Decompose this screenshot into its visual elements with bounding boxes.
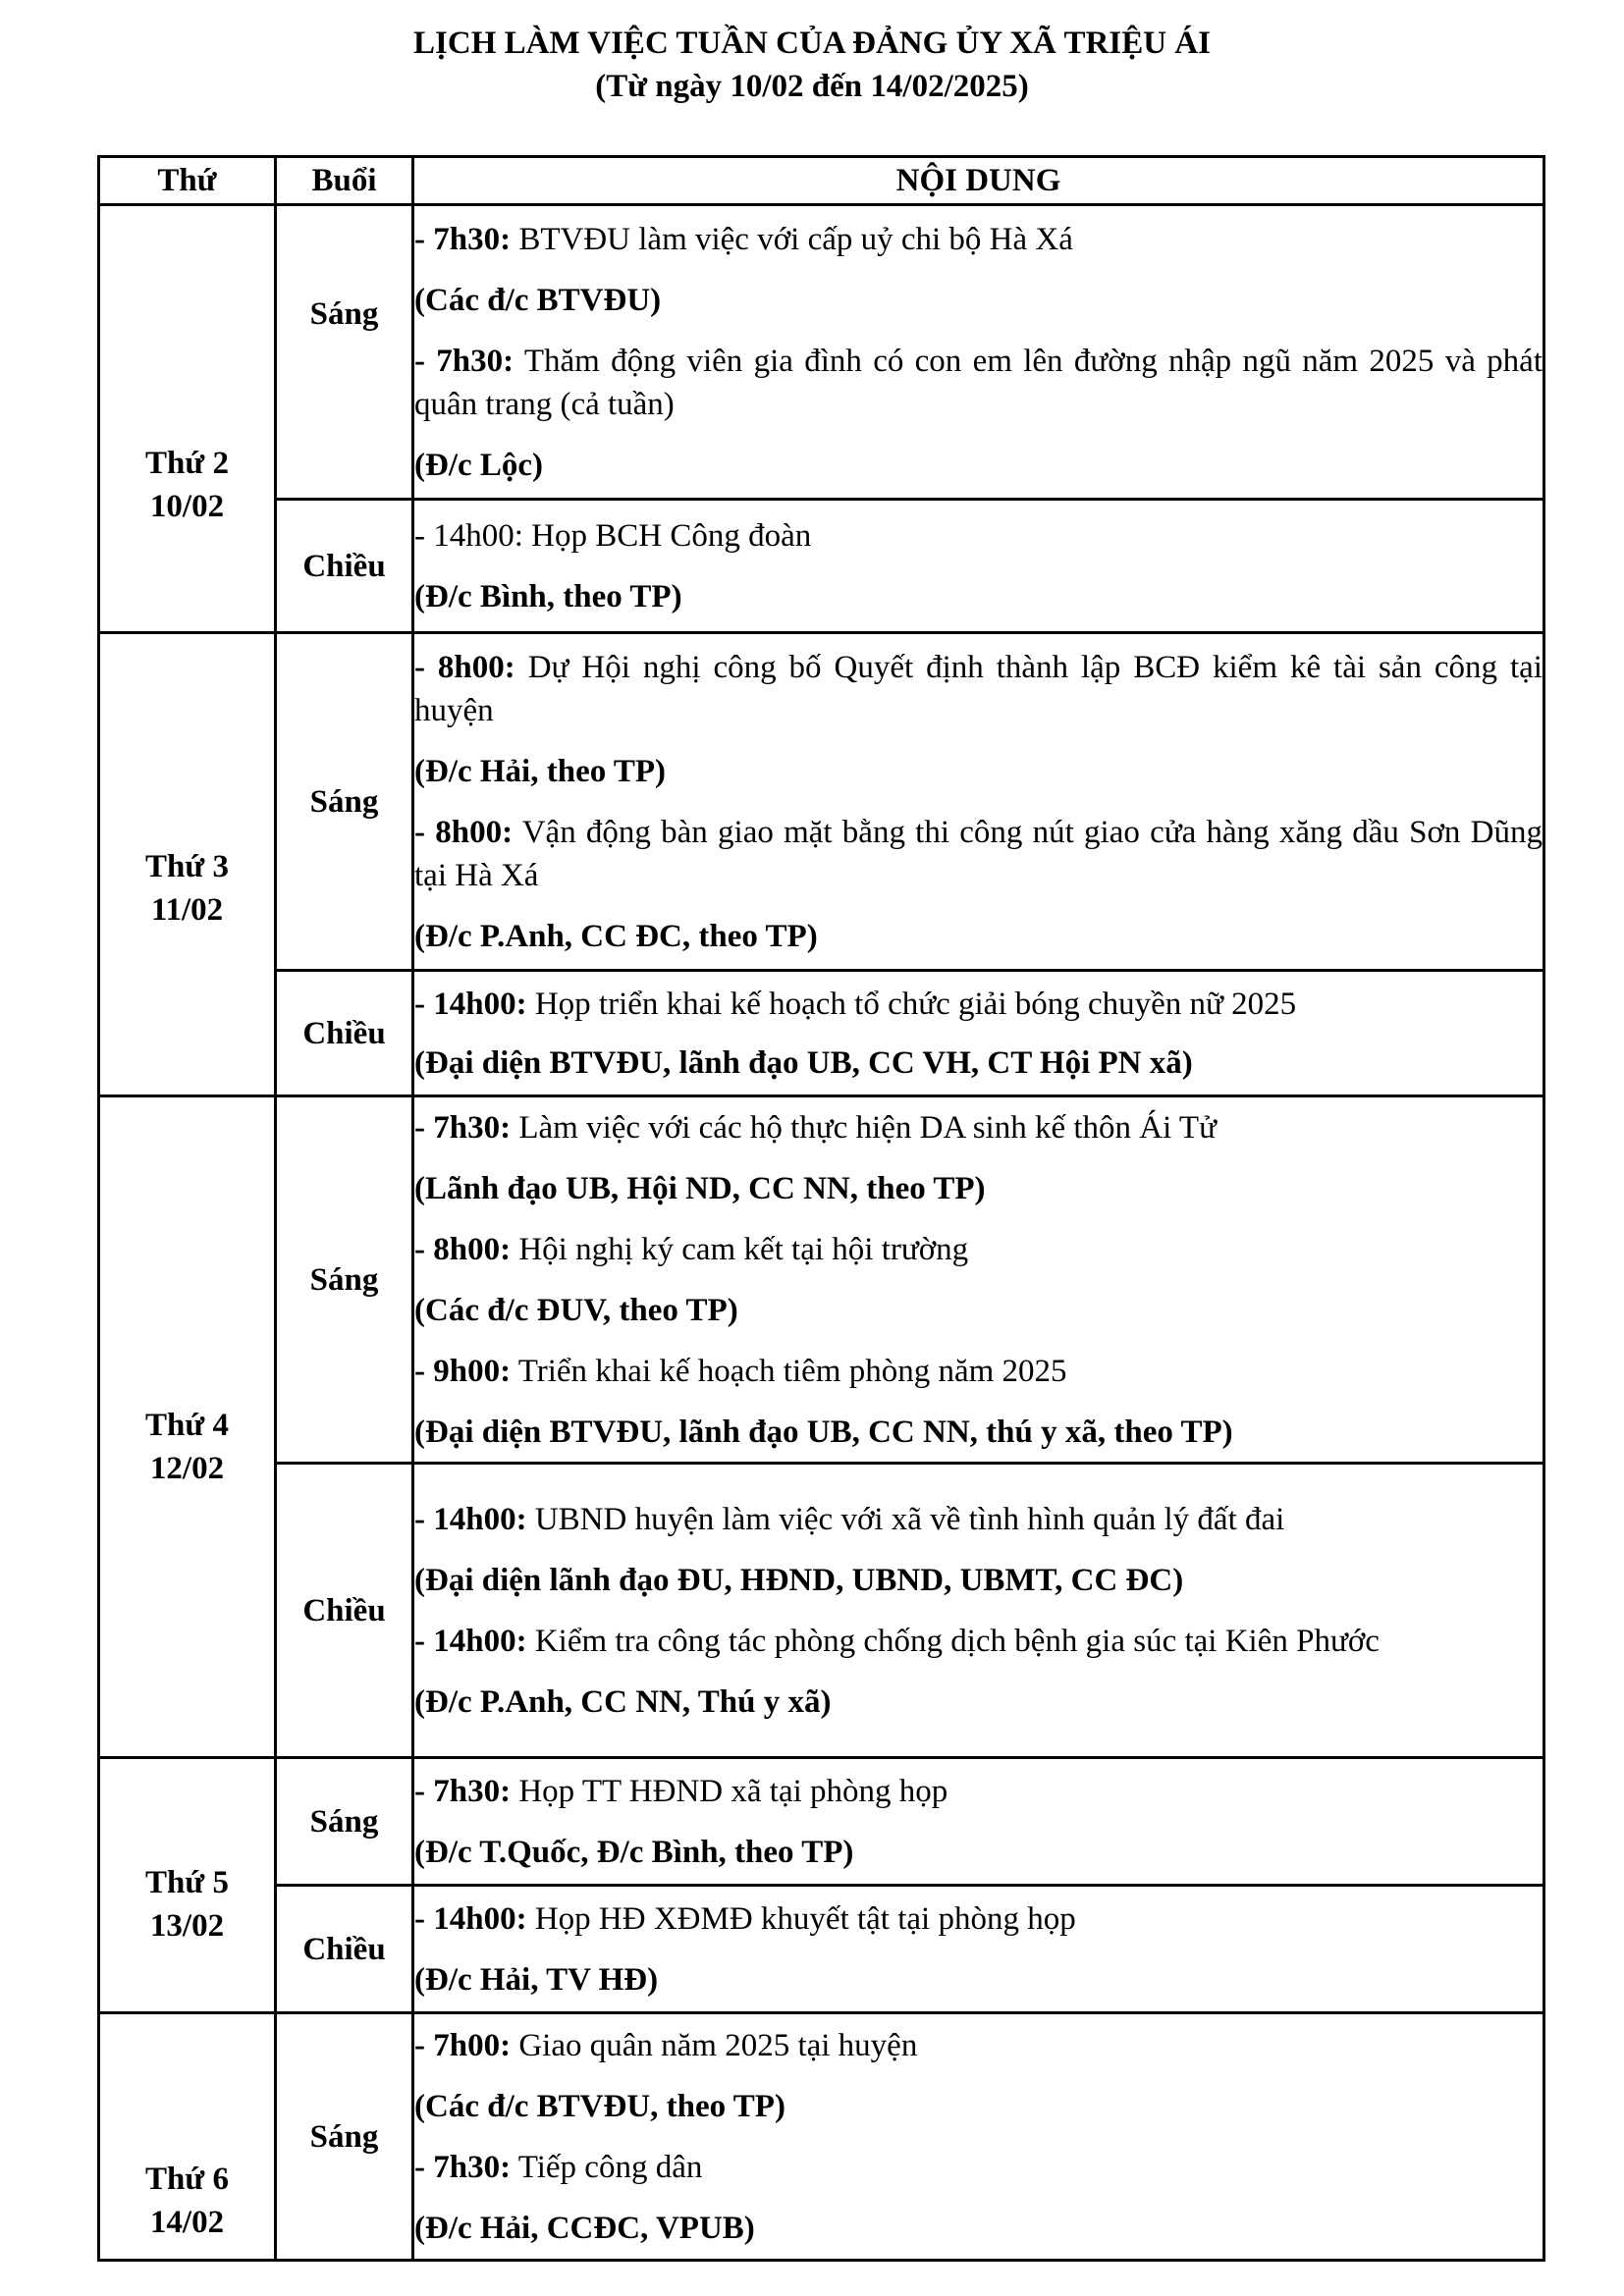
assignee-text: (Đ/c T.Quốc, Đ/c Bình, theo TP) <box>414 1834 854 1870</box>
list-item: - 8h00: Hội nghị ký cam kết tại hội trường <box>414 1231 969 1267</box>
content-cell <box>413 633 1544 971</box>
day-name: Thứ 4 <box>145 1407 229 1443</box>
list-item: - 8h00: Dự Hội nghị công bố Quyết định thành lập BCĐ kiểm kê tài sản công tại huyện <box>414 649 1543 728</box>
day-cell <box>99 205 276 633</box>
content-cell <box>413 1886 1544 2013</box>
assignee-text: (Các đ/c BTVĐU, theo TP) <box>414 2088 785 2124</box>
content-cell <box>413 1096 1544 1464</box>
table-row <box>99 633 1544 971</box>
col-header-day: Thứ <box>99 157 276 205</box>
day-date: 12/02 <box>149 1450 225 1486</box>
day-name: Thứ 2 <box>145 445 229 481</box>
assignee-text: (Đại diện lãnh đạo ĐU, HĐND, UBND, UBMT, CC ĐC) <box>414 1562 1184 1598</box>
table-row <box>99 205 1544 500</box>
assignee-text: (Lãnh đạo UB, Hội ND, CC NN, theo TP) <box>414 1170 986 1206</box>
table-row <box>99 1464 1544 1758</box>
assignee-text: (Đại diện BTVĐU, lãnh đạo UB, CC NN, thú y xã, theo TP) <box>414 1414 1233 1450</box>
list-item: - 14h00: UBND huyện làm việc với xã về tình hình quản lý đất đai <box>414 1501 1285 1537</box>
table-row <box>99 1886 1544 2013</box>
table-row <box>99 971 1544 1096</box>
list-item: - 7h30: BTVĐU làm việc với cấp uỷ chi bộ Hà Xá <box>414 221 1073 257</box>
assignee-text: (Đại diện BTVĐU, lãnh đạo UB, CC VH, CT Hội PN xã) <box>414 1044 1193 1081</box>
page-title: LỊCH LÀM VIỆC TUẦN CỦA ĐẢNG ỦY XÃ TRIỆU ÁI <box>413 26 1211 61</box>
list-item: - 8h00: Vận động bàn giao mặt bằng thi công nút giao cửa hàng xăng dầu Sơn Dũng tại Hà Xá <box>414 814 1543 893</box>
list-item: - 7h30: Thăm động viên gia đình có con em lên đường nhập ngũ năm 2025 và phát quân trang (cả tuần) <box>414 343 1543 422</box>
content-cell <box>413 2013 1544 2261</box>
session-cell: Sáng <box>276 205 413 500</box>
session-cell: Sáng <box>276 1096 413 1464</box>
day-date: 10/02 <box>149 488 225 524</box>
list-item: - 9h00: Triển khai kế hoạch tiêm phòng năm 2025 <box>414 1353 1067 1389</box>
session-cell: Chiều <box>276 1464 413 1758</box>
content-cell <box>413 971 1544 1096</box>
table-row <box>99 500 1544 633</box>
list-item: - 7h30: Làm việc với các hộ thực hiện DA sinh kế thôn Ái Tử <box>414 1109 1217 1146</box>
list-item: - 7h30: Họp TT HĐND xã tại phòng họp <box>414 1773 948 1809</box>
day-date: 14/02 <box>149 2204 225 2240</box>
page-subtitle: (Từ ngày 10/02 đến 14/02/2025) <box>595 69 1029 104</box>
day-cell <box>99 633 276 1096</box>
content-cell <box>413 205 1544 500</box>
list-item: - 14h00: Kiểm tra công tác phòng chống dịch bệnh gia súc tại Kiên Phước <box>414 1623 1380 1659</box>
session-cell: Chiều <box>276 971 413 1096</box>
table-row <box>99 1758 1544 1886</box>
session-cell: Sáng <box>276 2013 413 2261</box>
assignee-text: (Các đ/c BTVĐU) <box>414 282 662 318</box>
day-date: 13/02 <box>149 1907 225 1944</box>
session-cell: Chiều <box>276 500 413 633</box>
table-row <box>99 1096 1544 1464</box>
list-item: - 7h30: Tiếp công dân <box>414 2149 703 2185</box>
schedule-table <box>97 155 1545 2262</box>
assignee-text: (Đ/c Lộc) <box>414 447 544 483</box>
assignee-text: (Đ/c Bình, theo TP) <box>414 578 682 614</box>
session-cell: Chiều <box>276 1886 413 2013</box>
content-cell <box>413 1464 1544 1758</box>
assignee-text: (Đ/c Hải, theo TP) <box>414 753 667 789</box>
content-cell <box>413 500 1544 633</box>
assignee-text: (Đ/c P.Anh, CC ĐC, theo TP) <box>414 918 818 954</box>
list-item: - 7h00: Giao quân năm 2025 tại huyện <box>414 2027 918 2063</box>
day-cell <box>99 2013 276 2261</box>
assignee-text: (Đ/c Hải, TV HĐ) <box>414 1961 659 1998</box>
day-name: Thứ 6 <box>145 2161 229 2197</box>
list-item: - 14h00: Họp BCH Công đoàn <box>414 517 812 554</box>
day-name: Thứ 3 <box>145 848 229 884</box>
col-header-content: NỘI DUNG <box>413 157 1544 205</box>
day-name: Thứ 5 <box>145 1864 229 1900</box>
day-cell <box>99 1096 276 1758</box>
assignee-text: (Các đ/c ĐUV, theo TP) <box>414 1292 738 1328</box>
day-date: 11/02 <box>150 891 224 928</box>
col-header-session: Buổi <box>276 157 413 205</box>
session-cell: Sáng <box>276 1758 413 1886</box>
table-header-row <box>99 157 1544 205</box>
assignee-text: (Đ/c P.Anh, CC NN, Thú y xã) <box>414 1683 832 1720</box>
table-row <box>99 2013 1544 2261</box>
list-item: - 14h00: Họp HĐ XĐMĐ khuyết tật tại phòng họp <box>414 1900 1076 1937</box>
content-cell <box>413 1758 1544 1886</box>
day-cell <box>99 1758 276 2013</box>
assignee-text: (Đ/c Hải, CCĐC, VPUB) <box>414 2210 755 2246</box>
list-item: - 14h00: Họp triển khai kế hoạch tổ chức giải bóng chuyền nữ 2025 <box>414 986 1297 1022</box>
session-cell: Sáng <box>276 633 413 971</box>
